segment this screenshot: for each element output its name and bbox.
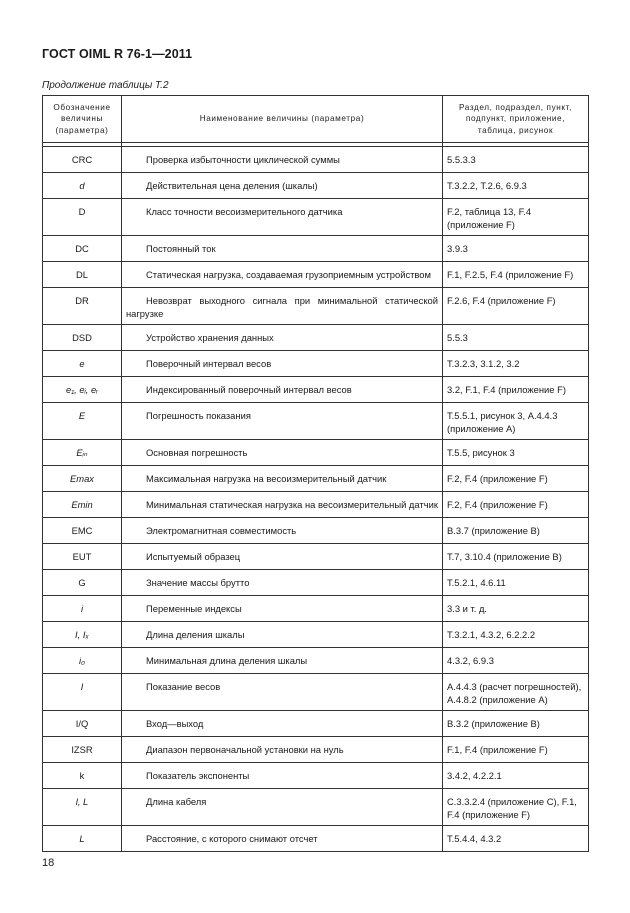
cell-name-text: Невозврат выходного сигнала при минимальной статической нагрузке: [126, 295, 438, 319]
cell-name: [122, 648, 443, 674]
cell-reference: Т.3.2.3, 3.1.2, 3.2: [443, 351, 589, 377]
cell-name: [122, 596, 443, 622]
table-row: [43, 351, 589, 377]
table-row: [43, 596, 589, 622]
cell-name: [122, 173, 443, 199]
cell-name-text: Устройство хранения данных: [146, 332, 274, 343]
cell-reference: F.2, F.4 (приложение F): [443, 466, 589, 492]
table-row: [43, 199, 589, 236]
cell-name: [122, 403, 443, 440]
table-row: [43, 544, 589, 570]
cell-symbol: E: [43, 403, 122, 440]
table-row: [43, 518, 589, 544]
table-row: [43, 570, 589, 596]
cell-reference: 5.5.3.3: [443, 147, 589, 173]
cell-name: [122, 544, 443, 570]
table-row: [43, 622, 589, 648]
cell-name: [122, 440, 443, 466]
cell-reference: 3.9.3: [443, 236, 589, 262]
cell-name-text: Переменные индексы: [146, 603, 242, 614]
cell-symbol: DR: [43, 288, 122, 325]
table-row: [43, 403, 589, 440]
cell-name-text: Поверочный интервал весов: [146, 358, 272, 369]
cell-symbol: D: [43, 199, 122, 236]
cell-reference: 3.4.2, 4.2.2.1: [443, 763, 589, 789]
table-row: [43, 173, 589, 199]
cell-name-text: Статическая нагрузка, создаваемая грузоприемным устройством: [146, 269, 431, 280]
cell-name: [122, 674, 443, 711]
cell-name: [122, 466, 443, 492]
cell-name: [122, 711, 443, 737]
column-header-reference: Раздел, подраздел, пункт, подпункт, приложение, таблица, рисунок: [443, 96, 589, 143]
cell-reference: Т.3.2.2, Т.2.6, 6.9.3: [443, 173, 589, 199]
cell-reference: Т.5.4.4, 4.3.2: [443, 826, 589, 852]
cell-symbol: DSD: [43, 325, 122, 351]
cell-name: [122, 325, 443, 351]
cell-name-text: Вход—выход: [146, 718, 204, 729]
cell-name-text: Расстояние, с которого снимают отсчет: [146, 833, 318, 844]
table-row: [43, 236, 589, 262]
cell-reference: F.2.6, F.4 (приложение F): [443, 288, 589, 325]
cell-symbol: Emax: [43, 466, 122, 492]
cell-name: [122, 737, 443, 763]
cell-reference: В.3.7 (приложение В): [443, 518, 589, 544]
cell-reference: 3.2, F.1, F.4 (приложение F): [443, 377, 589, 403]
table-row: [43, 789, 589, 826]
cell-symbol: i₀: [43, 648, 122, 674]
cell-symbol: EUT: [43, 544, 122, 570]
cell-name: [122, 826, 443, 852]
cell-reference: 4.3.2, 6.9.3: [443, 648, 589, 674]
cell-name: [122, 789, 443, 826]
cell-symbol: e: [43, 351, 122, 377]
table-row: [43, 440, 589, 466]
table-row: [43, 763, 589, 789]
cell-symbol: d: [43, 173, 122, 199]
cell-name-text: Длина деления шкалы: [146, 629, 245, 640]
cell-reference: 5.5.3: [443, 325, 589, 351]
cell-reference: Т.5.2.1, 4.6.11: [443, 570, 589, 596]
cell-reference: F.1, F.4 (приложение F): [443, 737, 589, 763]
cell-symbol: I/Q: [43, 711, 122, 737]
cell-name-text: Основная погрешность: [146, 447, 248, 458]
cell-name: [122, 763, 443, 789]
cell-name-text: Погрешность показания: [146, 410, 251, 421]
cell-symbol: G: [43, 570, 122, 596]
table-row: [43, 711, 589, 737]
cell-symbol: l, L: [43, 789, 122, 826]
cell-reference: 3.3 и т. д.: [443, 596, 589, 622]
cell-symbol: e₁, eᵢ, eᵣ: [43, 377, 122, 403]
cell-reference: С.3.3.2.4 (приложение С), F.1, F.4 (приложение F): [443, 789, 589, 826]
cell-symbol: IZSR: [43, 737, 122, 763]
table-body: [43, 147, 589, 852]
cell-name-text: Минимальная длина деления шкалы: [146, 655, 308, 666]
column-header-name: Наименование величины (параметра): [122, 96, 443, 143]
cell-reference: В.3.2 (приложение В): [443, 711, 589, 737]
cell-name-text: Длина кабеля: [146, 796, 207, 807]
table-row: [43, 492, 589, 518]
cell-name-text: Проверка избыточности циклической суммы: [146, 154, 340, 165]
cell-name: [122, 622, 443, 648]
cell-name: [122, 570, 443, 596]
cell-symbol: L: [43, 826, 122, 852]
document-title: ГОСТ OIML R 76-1—2011: [42, 47, 193, 61]
table-row: [43, 288, 589, 325]
cell-reference: Т.3.2.1, 4.3.2, 6.2.2.2: [443, 622, 589, 648]
cell-reference: F.1, F.2.5, F.4 (приложение F): [443, 262, 589, 288]
cell-symbol: Eᵢₙ: [43, 440, 122, 466]
cell-name: [122, 518, 443, 544]
column-header-symbol: Обозначение величины (параметра): [43, 96, 122, 143]
cell-reference: F.2, таблица 13, F.4 (приложение F): [443, 199, 589, 236]
cell-name-text: Максимальная нагрузка на весоизмерительный датчик: [146, 473, 387, 484]
cell-reference: Т.7, 3.10.4 (приложение В): [443, 544, 589, 570]
page-number: 18: [42, 857, 55, 869]
cell-name-text: Постоянный ток: [146, 243, 216, 254]
table-row: [43, 147, 589, 173]
cell-name: [122, 288, 443, 325]
cell-name-text: Показание весов: [146, 681, 221, 692]
cell-symbol: i: [43, 596, 122, 622]
table-row: [43, 466, 589, 492]
cell-symbol: EMC: [43, 518, 122, 544]
cell-name-text: Диапазон первоначальной установки на нуль: [146, 744, 344, 755]
table-row: [43, 737, 589, 763]
cell-reference: А.4.4.3 (расчет погрешностей), А.4.8.2 (приложение А): [443, 674, 589, 711]
cell-reference: F.2, F.4 (приложение F): [443, 492, 589, 518]
table-row: [43, 648, 589, 674]
table-row: [43, 262, 589, 288]
cell-symbol: I, Iₓ: [43, 622, 122, 648]
cell-name: [122, 351, 443, 377]
table-header-row: [43, 96, 589, 143]
cell-name-text: Действительная цена деления (шкалы): [146, 180, 318, 191]
cell-name: [122, 262, 443, 288]
table-row: [43, 674, 589, 711]
cell-name: [122, 377, 443, 403]
cell-reference: Т.5.5.1, рисунок 3, А.4.4.3 (приложение А): [443, 403, 589, 440]
cell-name-text: Значение массы брутто: [146, 577, 250, 588]
symbols-table: [42, 95, 589, 852]
cell-name: [122, 236, 443, 262]
cell-name-text: Электромагнитная совместимость: [146, 525, 297, 536]
cell-symbol: I: [43, 674, 122, 711]
cell-name: [122, 147, 443, 173]
cell-reference: Т.5.5, рисунок 3: [443, 440, 589, 466]
table-caption: Продолжение таблицы Т.2: [42, 80, 169, 91]
cell-symbol: DC: [43, 236, 122, 262]
cell-name-text: Класс точности весоизмерительного датчика: [146, 206, 343, 217]
cell-name-text: Индексированный поверочный интервал весов: [146, 384, 352, 395]
cell-symbol: CRC: [43, 147, 122, 173]
cell-symbol: Emin: [43, 492, 122, 518]
cell-name: [122, 199, 443, 236]
table-row: [43, 325, 589, 351]
cell-symbol: k: [43, 763, 122, 789]
cell-name-text: Показатель экспоненты: [146, 770, 250, 781]
cell-symbol: DL: [43, 262, 122, 288]
cell-name-text: Минимальная статическая нагрузка на весоизмерительный датчик: [146, 499, 438, 510]
table-row: [43, 826, 589, 852]
cell-name-text: Испытуемый образец: [146, 551, 241, 562]
cell-name: [122, 492, 443, 518]
table-row: [43, 377, 589, 403]
